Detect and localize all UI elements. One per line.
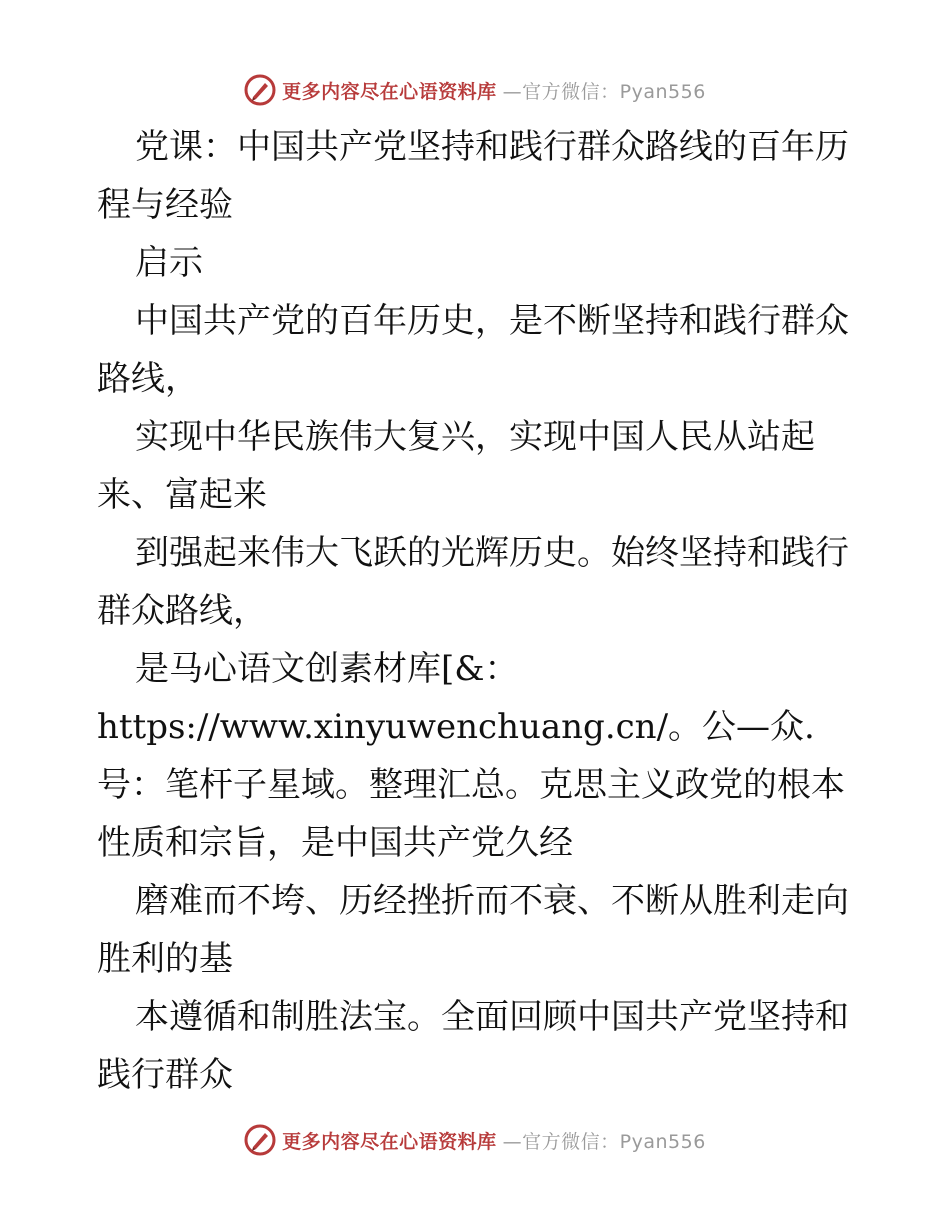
footer-banner — [0, 1120, 950, 1160]
header-banner-wechat: —官方微信：Pyan556 — [502, 80, 706, 103]
header-banner — [0, 70, 950, 110]
document-body — [97, 118, 857, 1104]
footer-banner-wechat: —官方微信：Pyan556 — [502, 1130, 706, 1153]
footer-banner-title: 更多内容尽在心语资料库 — [282, 1130, 497, 1153]
footer-banner-inner — [244, 1124, 706, 1156]
header-banner-title: 更多内容尽在心语资料库 — [282, 80, 497, 103]
paragraph-8: 本遵循和制胜法宝。全面回顾中国共产党坚持和践行群众 — [97, 997, 849, 1095]
paragraph-7: 磨难而不垮、历经挫折而不衰、不断从胜利走向胜利的基 — [97, 881, 849, 979]
paragraph-2: 启示 — [135, 243, 203, 283]
paragraph-1: 党课：中国共产党坚持和践行群众路线的百年历程与经验 — [97, 127, 849, 225]
paragraph-6: 是马心语文创素材库[&：https://www.xinyuwenchuang.cn/。公—众.号：笔杆子星域。整理汇总。克思主义政党的根本性质和宗旨，是中国共产党久经 — [97, 649, 845, 863]
pen-logo-icon — [244, 74, 276, 106]
paragraph-4: 实现中华民族伟大复兴，实现中国人民从站起来、富起来 — [97, 417, 815, 515]
paragraph-5: 到强起来伟大飞跃的光辉历史。始终坚持和践行群众路线， — [97, 533, 849, 631]
header-banner-inner — [244, 74, 706, 106]
pen-logo-icon — [244, 1124, 276, 1156]
paragraph-3: 中国共产党的百年历史，是不断坚持和践行群众路线， — [97, 301, 849, 399]
